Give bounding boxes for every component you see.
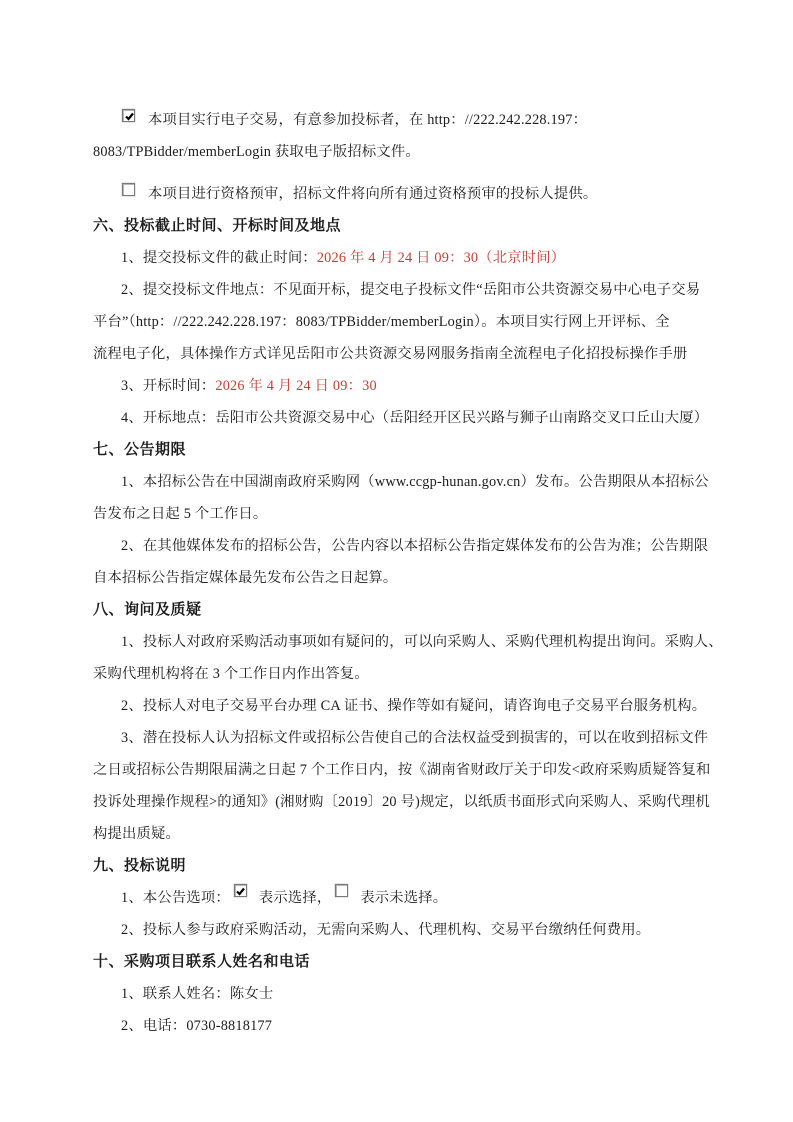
document-line xyxy=(93,626,723,658)
text-segment: 流程电子化，具体操作方式详见岳阳市公共资源交易网服务指南全流程电子化招投标操作手册 xyxy=(93,346,688,362)
document-line xyxy=(93,306,709,338)
document-line xyxy=(93,402,709,434)
document-content xyxy=(93,104,723,1042)
text-segment: 2、提交投标文件地点：不见面开标，提交电子投标文件“岳阳市公共资源交易中心电子交易 xyxy=(121,282,701,298)
document-line xyxy=(93,498,709,530)
text-segment: 4、开标地点：岳阳市公共资源交易中心（岳阳经开区民兴路与狮子山南路交叉口丘山大厦） xyxy=(121,410,709,426)
text-segment: 8083/TPBidder/memberLogin 获取电子版招标文件。 xyxy=(93,144,420,160)
document-line xyxy=(93,136,709,168)
text-segment: 1、联系人姓名：陈女士 xyxy=(121,986,274,1002)
document-line xyxy=(93,978,709,1010)
text-segment: 2、在其他媒体发布的招标公告，公告内容以本招标公告指定媒体发布的公告为准；公告期限 xyxy=(121,538,709,554)
text-segment: 投诉处理操作规程>的通知》(湘财购〔2019〕20 号)规定，以纸质书面形式向采购人、采购代理机 xyxy=(93,794,710,810)
document-line xyxy=(93,722,709,754)
document-line xyxy=(93,690,709,722)
document-line xyxy=(93,754,709,786)
document-line xyxy=(93,338,709,370)
document-line xyxy=(93,818,709,850)
text-segment: 九、投标说明 xyxy=(93,857,187,874)
text-segment: 1、本公告选项： xyxy=(121,890,230,906)
text-segment: 构提出质疑。 xyxy=(93,826,180,842)
section-heading xyxy=(93,210,709,242)
document-line xyxy=(93,104,709,136)
text-segment: 七、公告期限 xyxy=(93,441,187,458)
document-line xyxy=(93,882,709,914)
checkbox-checked-icon[interactable] xyxy=(122,109,135,122)
highlight-red-text: 2026 年 4 月 24 日 09：30（北京时间） xyxy=(316,250,566,266)
text-segment: 之日或招标公告期限届满之日起 7 个工作日内，按《湖南省财政厅关于印发<政府采购质疑答复和 xyxy=(93,762,711,778)
document-line xyxy=(93,786,709,818)
highlight-red-text: 2026 年 4 月 24 日 09：30 xyxy=(215,378,377,394)
document-line xyxy=(93,914,709,946)
text-segment: 平台”（http：//222.242.228.197：8083/TPBidder/memberLogin）。本项目实行网上开评标、全 xyxy=(93,314,670,330)
checkbox-checked-icon[interactable] xyxy=(234,884,247,897)
section-heading xyxy=(93,850,709,882)
text-segment: 2、投标人对电子交易平台办理 CA 证书、操作等如有疑问，请咨询电子交易平台服务机构。 xyxy=(121,698,707,714)
checkbox-unchecked-icon[interactable] xyxy=(122,183,135,196)
text-segment: 自本招标公告指定媒体最先发布公告之日起算。 xyxy=(93,570,398,586)
document-line xyxy=(93,178,709,210)
text-segment: 1、投标人对政府采购活动事项如有疑问的，可以向采购人、采购代理机构提出询问。采购人、 xyxy=(121,634,723,650)
document-line xyxy=(93,562,709,594)
document-line xyxy=(93,370,709,402)
text-segment: 八、询问及质疑 xyxy=(93,601,202,618)
text-segment: 表示未选择。 xyxy=(360,890,448,906)
text-segment: 本项目进行资格预审，招标文件将向所有通过资格预审的投标人提供。 xyxy=(148,186,598,202)
document-line xyxy=(93,658,709,690)
document-line xyxy=(93,466,709,498)
text-segment: 3、开标时间： xyxy=(121,378,216,394)
section-heading xyxy=(93,946,709,978)
section-heading xyxy=(93,434,709,466)
text-segment: 表示选择， xyxy=(258,890,332,906)
text-segment: 1、提交投标文件的截止时间： xyxy=(121,250,317,266)
section-heading xyxy=(93,594,709,626)
text-segment: 3、潜在投标人认为招标文件或招标公告使自己的合法权益受到损害的，可以在收到招标文件 xyxy=(121,730,709,746)
text-segment: 六、投标截止时间、开标时间及地点 xyxy=(93,217,342,234)
text-segment: 2、投标人参与政府采购活动，无需向采购人、代理机构、交易平台缴纳任何费用。 xyxy=(121,922,651,938)
text-segment: 2、电话：0730-8818177 xyxy=(121,1018,273,1034)
text-segment: 采购代理机构将在 3 个工作日内作出答复。 xyxy=(93,666,369,682)
text-segment: 1、本招标公告在中国湖南政府采购网（www.ccgp-hunan.gov.cn）发布。公告期限从本招标公 xyxy=(121,474,709,490)
text-segment: 告发布之日起 5 个工作日。 xyxy=(93,506,268,522)
document-line xyxy=(93,274,709,306)
document-line xyxy=(93,530,709,562)
document-line xyxy=(93,1010,709,1042)
text-segment: 本项目实行电子交易，有意参加投标者，在 http：//222.242.228.197： xyxy=(148,112,588,128)
text-segment: 十、采购项目联系人姓名和电话 xyxy=(93,953,311,970)
checkbox-unchecked-icon[interactable] xyxy=(335,884,348,897)
document-line xyxy=(93,242,709,274)
